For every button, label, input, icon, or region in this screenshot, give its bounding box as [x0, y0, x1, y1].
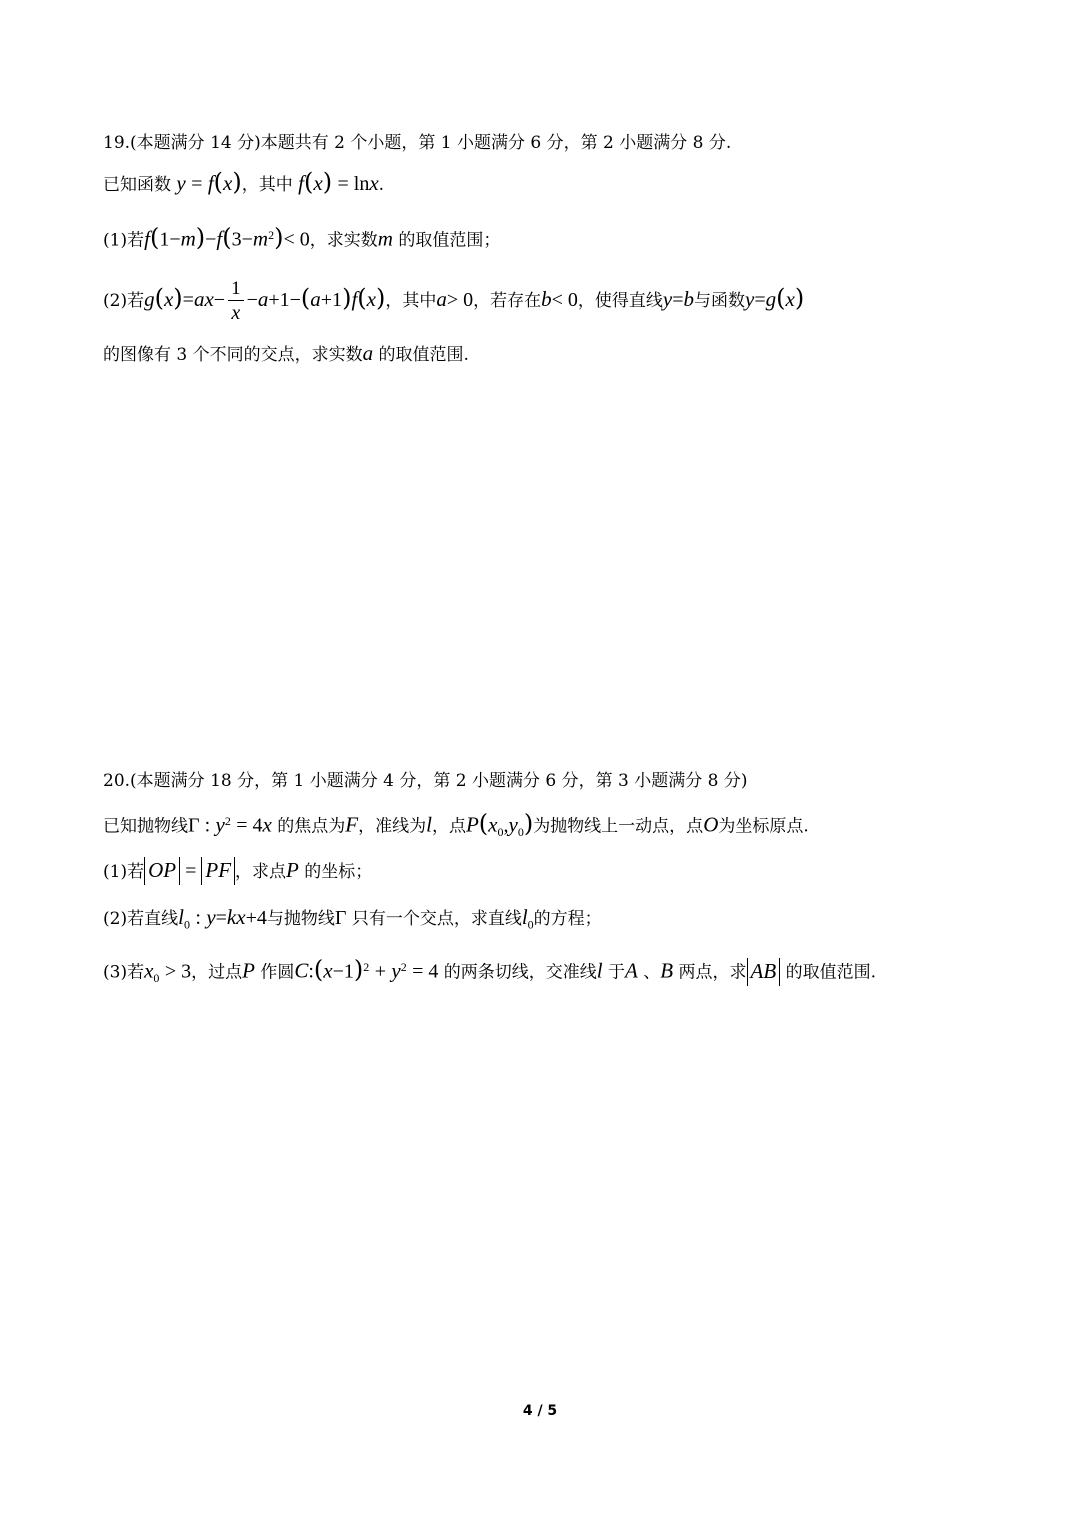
- q19-given-mid: ，其中: [241, 175, 293, 195]
- q19-p2-d: 与函数: [694, 291, 746, 311]
- q19-header: 19.(本题满分 14 分)本题共有 2 个小题，第 1 小题满分 6 分，第 2 小题满分 8 分.: [103, 133, 732, 153]
- q20-p3-c: 的两条切线，交准线: [443, 962, 597, 983]
- q20-p1-label: (1)若: [103, 862, 145, 882]
- q19-part2-line2: 的图像有 3 个不同的交点，求实数a 的取值范围.: [103, 341, 469, 365]
- q19-part1: (1)若$f(1-m)-f(3-m^2)< 0$，求实数m 的取值范围；: [103, 223, 501, 252]
- q19-p2-end: 的取值范围.: [378, 345, 469, 365]
- q20-part2: (2)若直线$l_0$ : y=kx+4与抛物线Γ 只有一个交点，求直线$l_0$的方程；: [103, 905, 602, 932]
- q20-p3-f: 两点，求: [678, 962, 747, 983]
- q19-p1-label: (1)若: [103, 230, 145, 251]
- q20-header: 20.(本题满分 18 分，第 1 小题满分 4 分，第 2 小题满分 6 分，第 3 小题满分 8 分): [103, 771, 748, 791]
- q19-p1-tail: ，求实数: [309, 230, 378, 251]
- q20-p3-label: (3)若: [103, 962, 145, 983]
- page-number: 4 / 5: [522, 1403, 558, 1419]
- q20-given-c: ，点: [431, 816, 466, 837]
- q19-given-prefix: 已知函数: [103, 175, 171, 195]
- q20-p3-end: 的取值范围.: [785, 962, 876, 983]
- q19-fraction: $\frac{1}{x}$: [228, 278, 244, 325]
- q20-p2-b: 只有一个交点，求直线: [351, 909, 522, 929]
- q19-given-end: .: [378, 175, 385, 195]
- q19-p2-line2: 的图像有 3 个不同的交点，求实数: [103, 345, 363, 365]
- q20-given-e: 为坐标原点.: [718, 816, 809, 837]
- q20-p2-end: 的方程；: [533, 909, 602, 929]
- q20-p2-a: 与抛物线: [266, 909, 335, 929]
- q19-p2-label: (2)若: [103, 291, 145, 311]
- q19-given: 已知函数 y = f(x)，其中 f(x) = lnx.: [103, 168, 385, 196]
- q20-given-a: 的焦点为: [277, 816, 346, 837]
- q19-p2-a: ，其中: [385, 291, 437, 311]
- q19-p1-end: 的取值范围；: [398, 230, 501, 251]
- q20-p1-tail: ，求点: [235, 862, 287, 882]
- q20-given-b: ，准线为: [358, 816, 427, 837]
- q20-given: 已知抛物线Γ : $y^2 = 4x$ 的焦点为F，准线为l，点$P(x_0,y_0)$为抛物线上一动点，点O为坐标原点.: [103, 809, 809, 840]
- q20-given-prefix: 已知抛物线: [103, 816, 188, 837]
- q20-given-d: 为抛物线上一动点，点: [533, 816, 704, 837]
- q20-part3: (3)若$x_0 > 3$，过点P 作圆$C:(x-1)^2 + y^2 = 4$ 的两条切线，交准线l 于A 、B 两点，求 AB 的取值范围.: [103, 955, 876, 986]
- q20-p3-b: 作圆: [260, 962, 295, 983]
- q20-p3-e: 、: [643, 962, 661, 983]
- q20-p1-end: 的坐标；: [304, 862, 373, 882]
- q19-p2-b: ，若存在: [473, 291, 542, 311]
- q20-p2-label: (2)若直线: [103, 909, 179, 929]
- q20-part1: (1)若 OP = PF ，求点P 的坐标；: [103, 857, 1003, 885]
- q20-p3-a: ，过点: [191, 962, 243, 983]
- q19-p2-c: ，使得直线: [577, 291, 663, 311]
- q20-p3-d: 于: [608, 962, 626, 983]
- q19-part2: (2)若g(x)=ax− $\frac{1}{x}$ −a+1−(a+1)f(x)，其中a> 0，若存在b< 0，使得直线y=b与函数y=g(x): [103, 278, 805, 324]
